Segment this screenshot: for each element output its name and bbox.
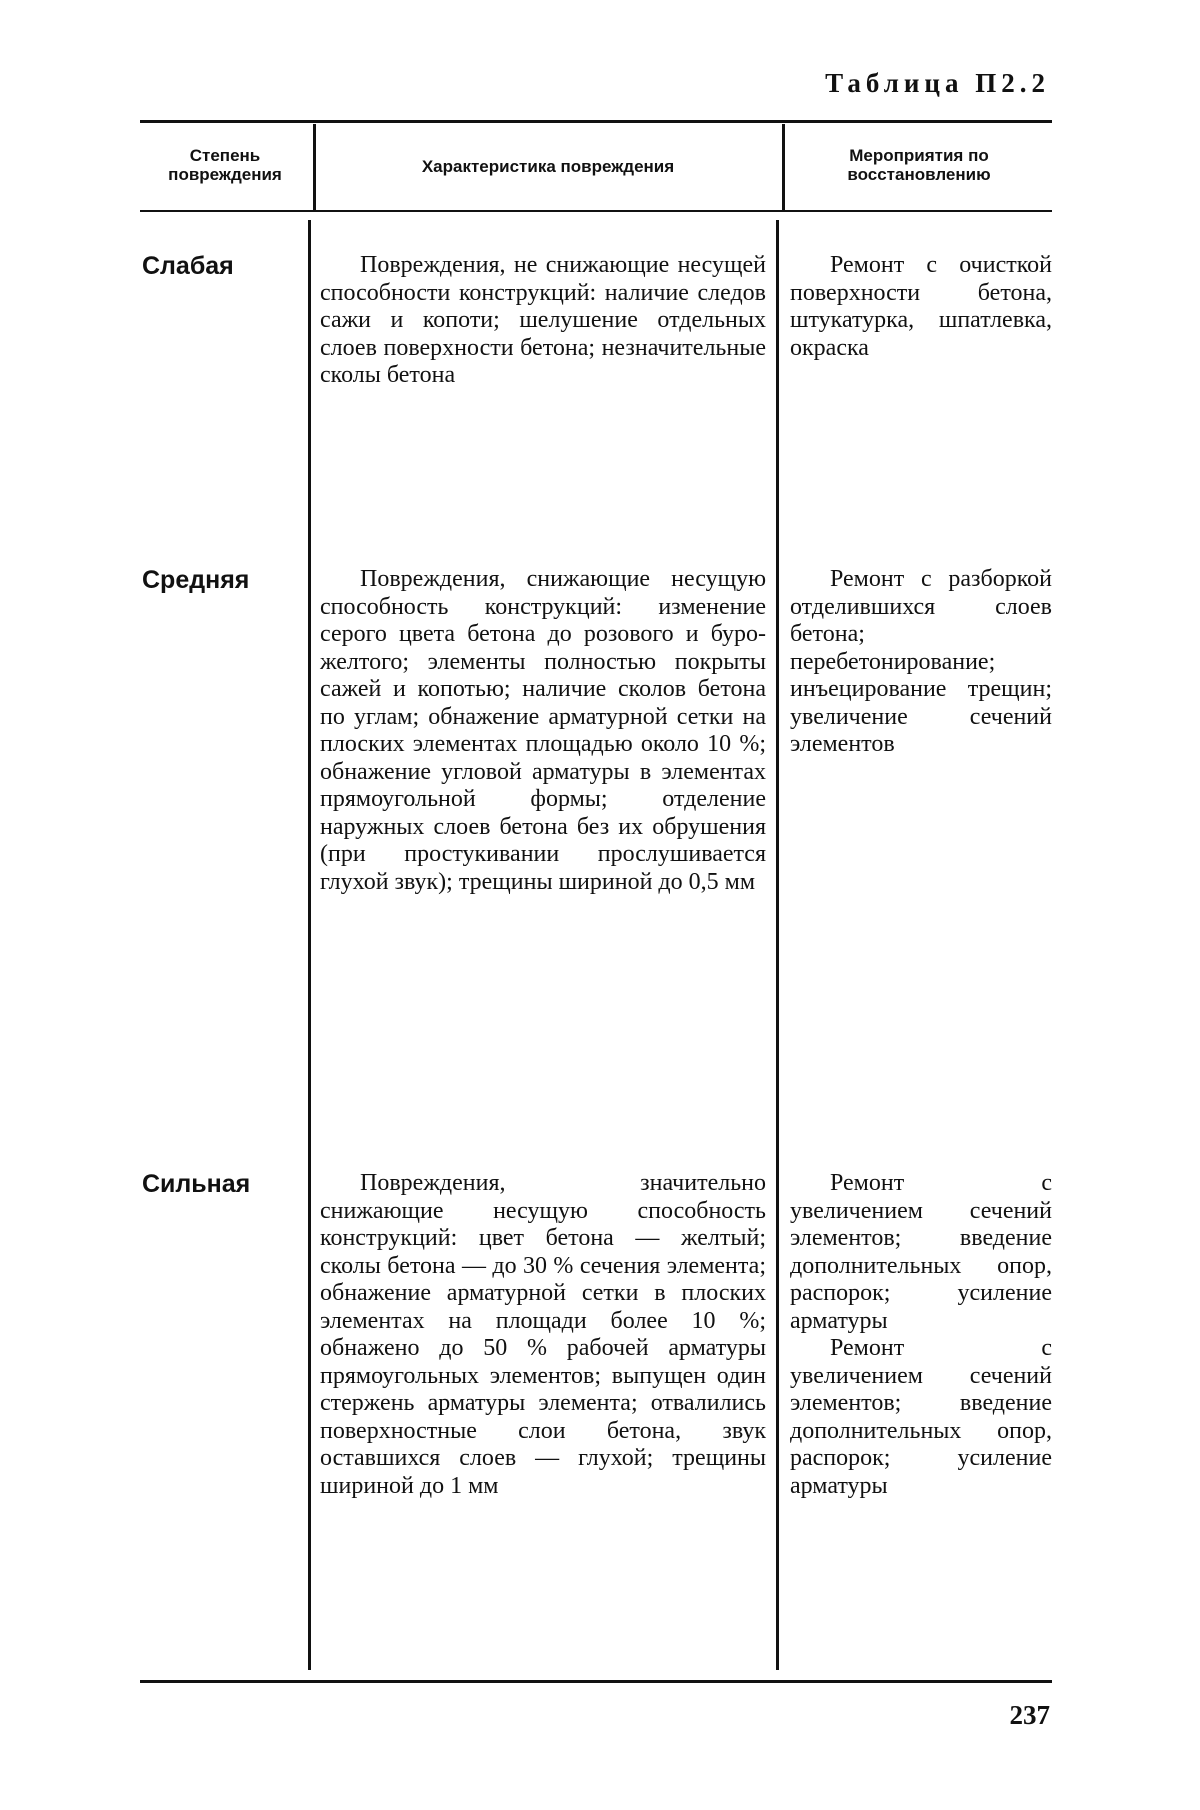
characteristic-text: Повреждения, снижающие несущую способность конструкций: изменение серого цвета бетона до розового и буро-желтого; элементы полностью покрыты сажей и копотью; наличие сколов бетона по углам; обнажение арматурной сетки на плоских элементах площадью около 10 %; обнажение угловой арматуры в элементах прямоугольной формы; отделение наружных слоев бетона без их обрушения (при простукивании прослушивается глухой звук); трещины шириной до 0,5 мм [320,566,766,895]
header-measures: Мероприятия по восстановлению [847,146,991,184]
header-divider [782,124,785,210]
row-characteristic-weak [320,252,766,390]
row-degree-weak: Слабая [142,252,234,280]
row-measures-weak [790,252,1052,362]
measures-text: Ремонт с увеличением сечений элементов; введение дополнительных опор, распорок; усиление арматуры [790,1335,1052,1499]
row-measures-medium [790,566,1052,759]
row-characteristic-strong [320,1170,766,1500]
table-caption: Таблица П2.2 [825,68,1050,98]
characteristic-text: Повреждения, значительно снижающие несущую способность конструкций: цвет бетона — желтый; сколы бетона — до 30 % сечения элемента; обнажение арматурной сетки в плоских элементах на площади более 10 %; обнажено до 50 % рабочей арматуры прямоугольных элементов; выпущен один стержень арматуры элемента; отвалились поверхностные слои бетона, звук оставшихся слоев — глухой; трещины шириной до 1 мм [320,1170,766,1499]
table-top-rule [140,120,1052,123]
column-divider [776,220,779,1670]
header-bottom-rule [140,210,1052,212]
row-degree-medium: Средняя [142,566,250,594]
header-divider [313,124,316,210]
page-number: 237 [1009,1700,1050,1730]
measures-text: Ремонт с увеличением сечений элементов; введение дополнительных опор, распорок; усиление арматуры [790,1170,1052,1334]
measures-text: Ремонт с разборкой отделившихся слоев бетона; перебетонирование; инъецирование трещин; увеличение сечений элементов [790,566,1052,757]
row-degree-strong: Сильная [142,1170,251,1198]
row-measures-strong [790,1170,1052,1500]
table-bottom-rule [140,1680,1052,1683]
characteristic-text: Повреждения, не снижающие несущей способности конструкций: наличие следов сажи и копоти; шелушение отдельных слоев поверхности бетона; незначительные сколы бетона [320,252,766,388]
header-degree: Степень повреждения [168,146,282,184]
row-characteristic-medium [320,566,766,896]
column-divider [308,220,311,1670]
header-characteristic: Характеристика повреждения [421,157,675,176]
measures-text: Ремонт с очисткой поверхности бетона, штукатурка, шпатлевка, окраска [790,252,1052,361]
